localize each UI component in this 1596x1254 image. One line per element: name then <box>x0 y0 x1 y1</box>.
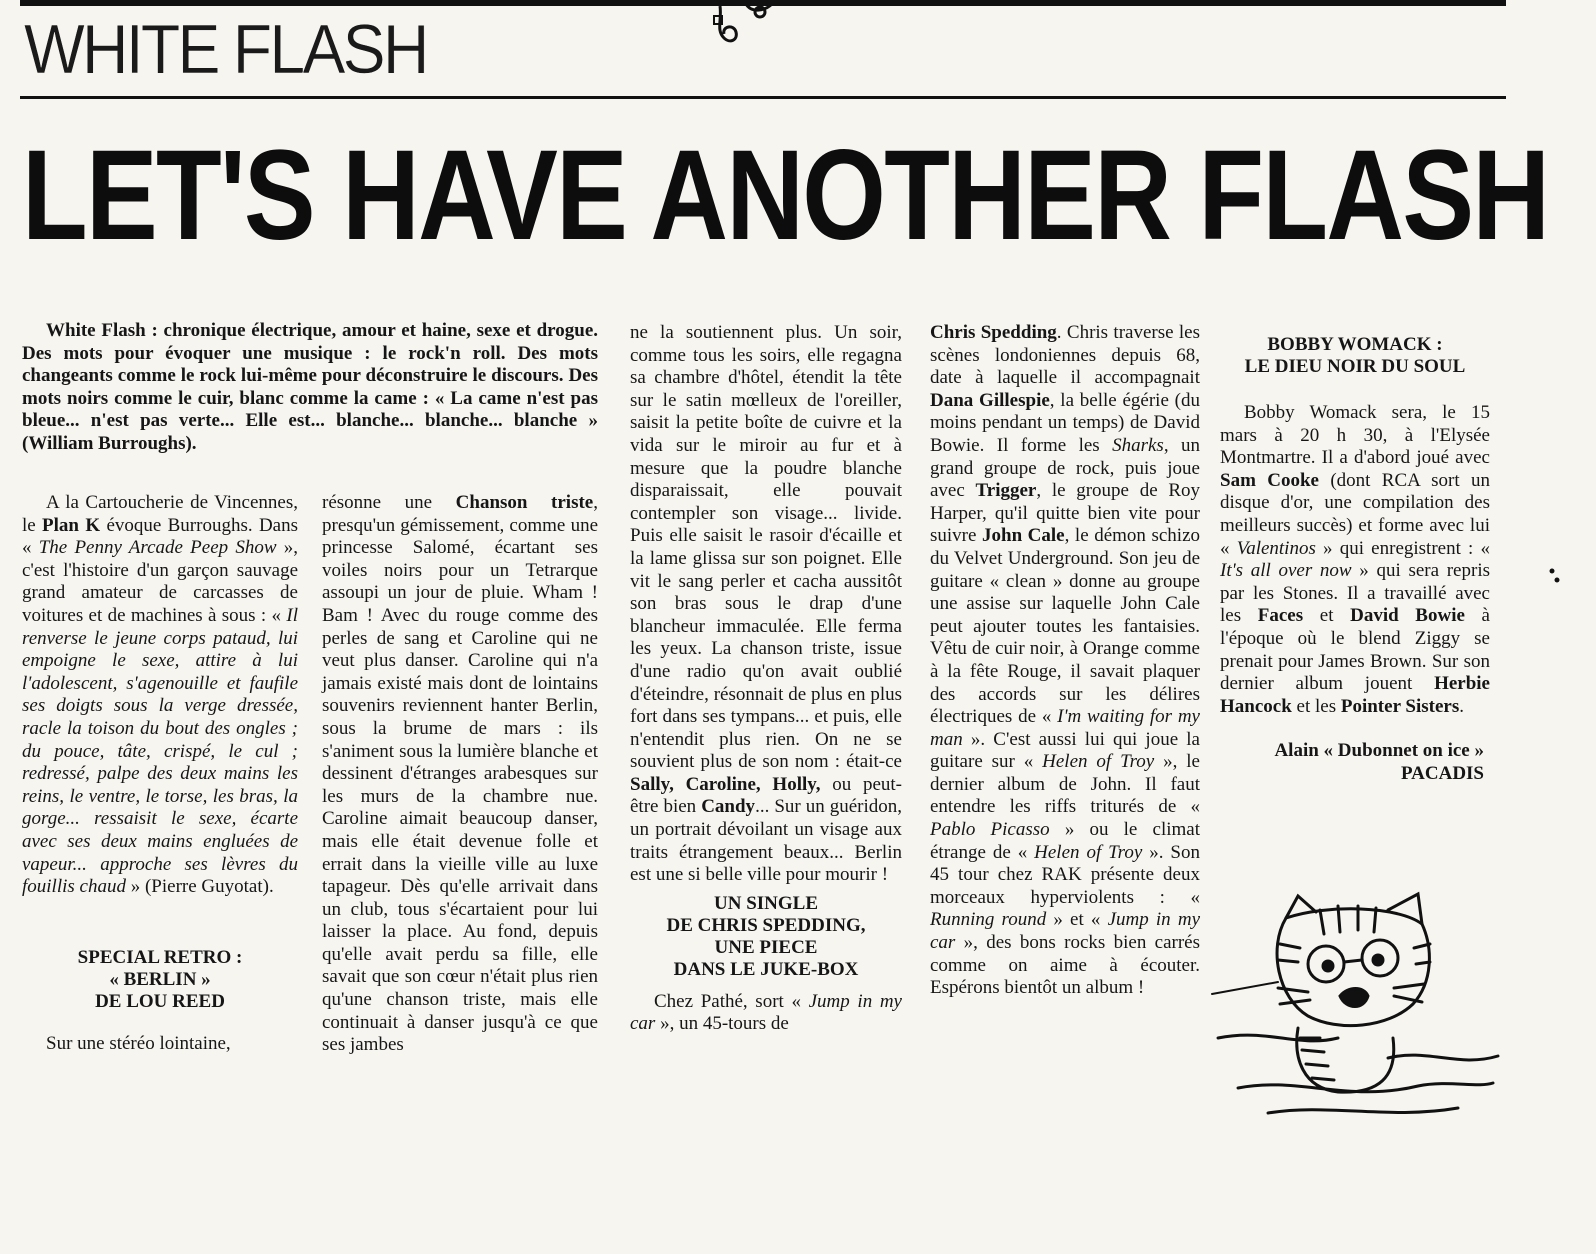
intro-label: White Flash <box>46 320 146 341</box>
headline: LET'S HAVE ANOTHER FLASH <box>22 124 1549 267</box>
col1-subhead-3: DE LOU REED <box>95 990 225 1012</box>
col3-paragraph-2: Chez Pathé, sort « Jump in my car », un 45-tours de <box>630 990 902 1035</box>
col1-subhead-2: « BERLIN » <box>109 968 211 990</box>
column-4 <box>930 322 1200 1000</box>
cat-illustration <box>1208 888 1508 1128</box>
section-title: WHITE FLASH <box>24 10 427 88</box>
column-5 <box>1220 334 1490 786</box>
col1-subhead-1: SPECIAL RETRO : <box>77 946 243 968</box>
ornament-icon <box>712 0 802 48</box>
signature-line-1: Alain « Dubonnet on ice » <box>1274 740 1484 762</box>
intro-text: : chronique électrique, amour et haine, sexe et drogue. Des mots pour évoquer une musique : le rock'n roll. Des mots changeants comme le rock lui-même pour déconstruire le discours. Des mots noirs comme le cuir, blanc comme la came : « La came n'est pas bleue... n'est pas verte... Elle est... blanche... blanche... blanche » (William Burroughs). <box>22 320 599 454</box>
col4-paragraph: Chris Spedding. Chris traverse les scènes londoniennes depuis 68, date à laquelle il accompagnait Dana Gillespie, la belle égérie (du moins pendant un temps) de David Bowie. Il forme les Sharks, un grand groupe de rock, puis joue avec Trigger, le groupe de Roy Harper, qu'il quitte bien vite pour suivre John Cale, le démon schizo du Velvet Underground. Son jeu de guitare « clean » donne au groupe une assise sur laquelle John Cale peut ajouter toutes les fantaisies. Vêtu de cuir noir, à Orange comme à la fête Rouge, il savait plaquer des accords sur les délires électriques de « I'm waiting for my man ». C'est aussi lui qui joue la guitare sur « Helen of Troy », le dernier album de John. Il faut entendre les riffs triturés de « Pablo Picasso » ou le climat étrange de « Helen of Troy ». Son 45 tour chez RAK présente deux morceaux hyperviolents : « Running round » et « Jump in my car », des bons rocks bien carrés comme on aime à écouter. Espérons bientôt un album ! <box>930 322 1201 999</box>
col3-subhead-1: UN SINGLE <box>714 892 818 914</box>
column-1 <box>22 492 298 1055</box>
title-rule <box>20 96 1506 99</box>
column-3 <box>630 322 902 1036</box>
col3-subhead-4: DANS LE JUKE-BOX <box>673 958 859 980</box>
col5-subhead-1: BOBBY WOMACK : <box>1267 334 1443 355</box>
col1-paragraph-2: Sur une stéréo lointaine, <box>46 1032 231 1054</box>
signature-line-2: PACADIS <box>1400 762 1484 784</box>
column-2 <box>322 492 598 1057</box>
col5-paragraph: Bobby Womack sera, le 15 mars à 20 h 30, à l'Elysée Montmartre. Il a d'abord joué avec Sam Cooke (dont RCA sort un disque d'or, une compilation des meilleurs succès) et forme avec lui « Valentinos » qui enregistrent : « It's all over now » qui sera repris par les Stones. Il a travaillé avec les Faces et David Bowie à l'époque où le blend Ziggy se prenait pour James Brown. Sur son dernier album jouent Herbie Hancock et les Pointer Sisters. <box>1220 402 1490 717</box>
col3-paragraph: ne la soutiennent plus. Un soir, comme tous les soirs, elle regagna sa chambre d'hôtel, étendit la tête sur le satin mœlleux de l'oreiller, saisit la petite boîte de cuivre et la vida sur le miroir au fur et à mesure que la poudre blanche disparaissait, elle pouvait contempler son visage... livide. Puis elle saisit le rasoir d'écaille et la lame glissa sur son poignet. Elle vit le sang perler et cacha aussitôt son bras sous le drap d'une blancheur immaculée. Elle ferma les yeux. La chanson triste, issue d'une radio qu'on avait oublié d'éteindre, résonnait de plus en plus fort dans ses tympans... et puis, elle n'entendit plus rien. On ne se souvient plus de son nom : était-ce Sally, Caroline, Holly, ou peut-être bien Candy... Sur un guéridon, un portrait dévoilant un visage aux traits étrangement beaux... Berlin est une si belle ville pour mourir ! <box>630 322 903 886</box>
col1-paragraph: A la Cartoucherie de Vincennes, le Plan K évoque Burroughs. Dans « The Penny Arcade Peep Show », c'est l'histoire d'un garçon sauvage grand amateur de carcasses de voitures et de machines à sous : « Il renverse le jeune corps pataud, lui empoigne le sexe, attire à lui l'adolescent, s'agenouille et faufile ses doigts sous la verge dressée, racle la toison du bout des ongles ; du pouce, tâte, crispé, le cul ; redressé, palpe des deux mains les reins, le ventre, le torse, les bras, la gorge... ressaisit le sexe, écarte avec ses deux mains engluées de vapeur... approche ses lèvres du fouillis chaud » (Pierre Guyotat). <box>22 492 298 898</box>
col3-subhead-2: DE CHRIS SPEDDING, <box>666 914 866 936</box>
col5-subhead-2: LE DIEU NOIR DU SOUL <box>1244 356 1466 377</box>
margin-marks <box>1548 566 1562 586</box>
col2-paragraph: résonne une Chanson triste, presqu'un gémissement, comme une princesse Salomé, écartant ses voiles noirs pour un Tetrarque assoupi un jour de pluie. Wham ! Bam ! Avec du rouge comme des perles de sang et Caroline qui ne veut plus danser. Caroline qui n'a jamais existé mais dont de lointains souvenirs reviennent hanter Berlin, sous la brume de mars : ils s'animent sous la lumière blanche et dessinent d'étranges arabesques sur les murs de la chambre nue. Caroline aimait beaucoup danser, mais elle était devenue folle et errait dans la vieille ville au luxe tapageur. Dès qu'elle arrivait dans un club, tous s'écartaient pour lui laisser la place. Au fond, depuis qu'elle avait perdu sa fille, elle savait que son cœur n'était plus rien qu'une chanson triste, mais elle continuait à danser jusqu'à ce que ses jambes <box>322 492 598 1056</box>
intro-paragraph <box>22 320 598 456</box>
col3-subhead-3: UNE PIECE <box>714 936 818 958</box>
